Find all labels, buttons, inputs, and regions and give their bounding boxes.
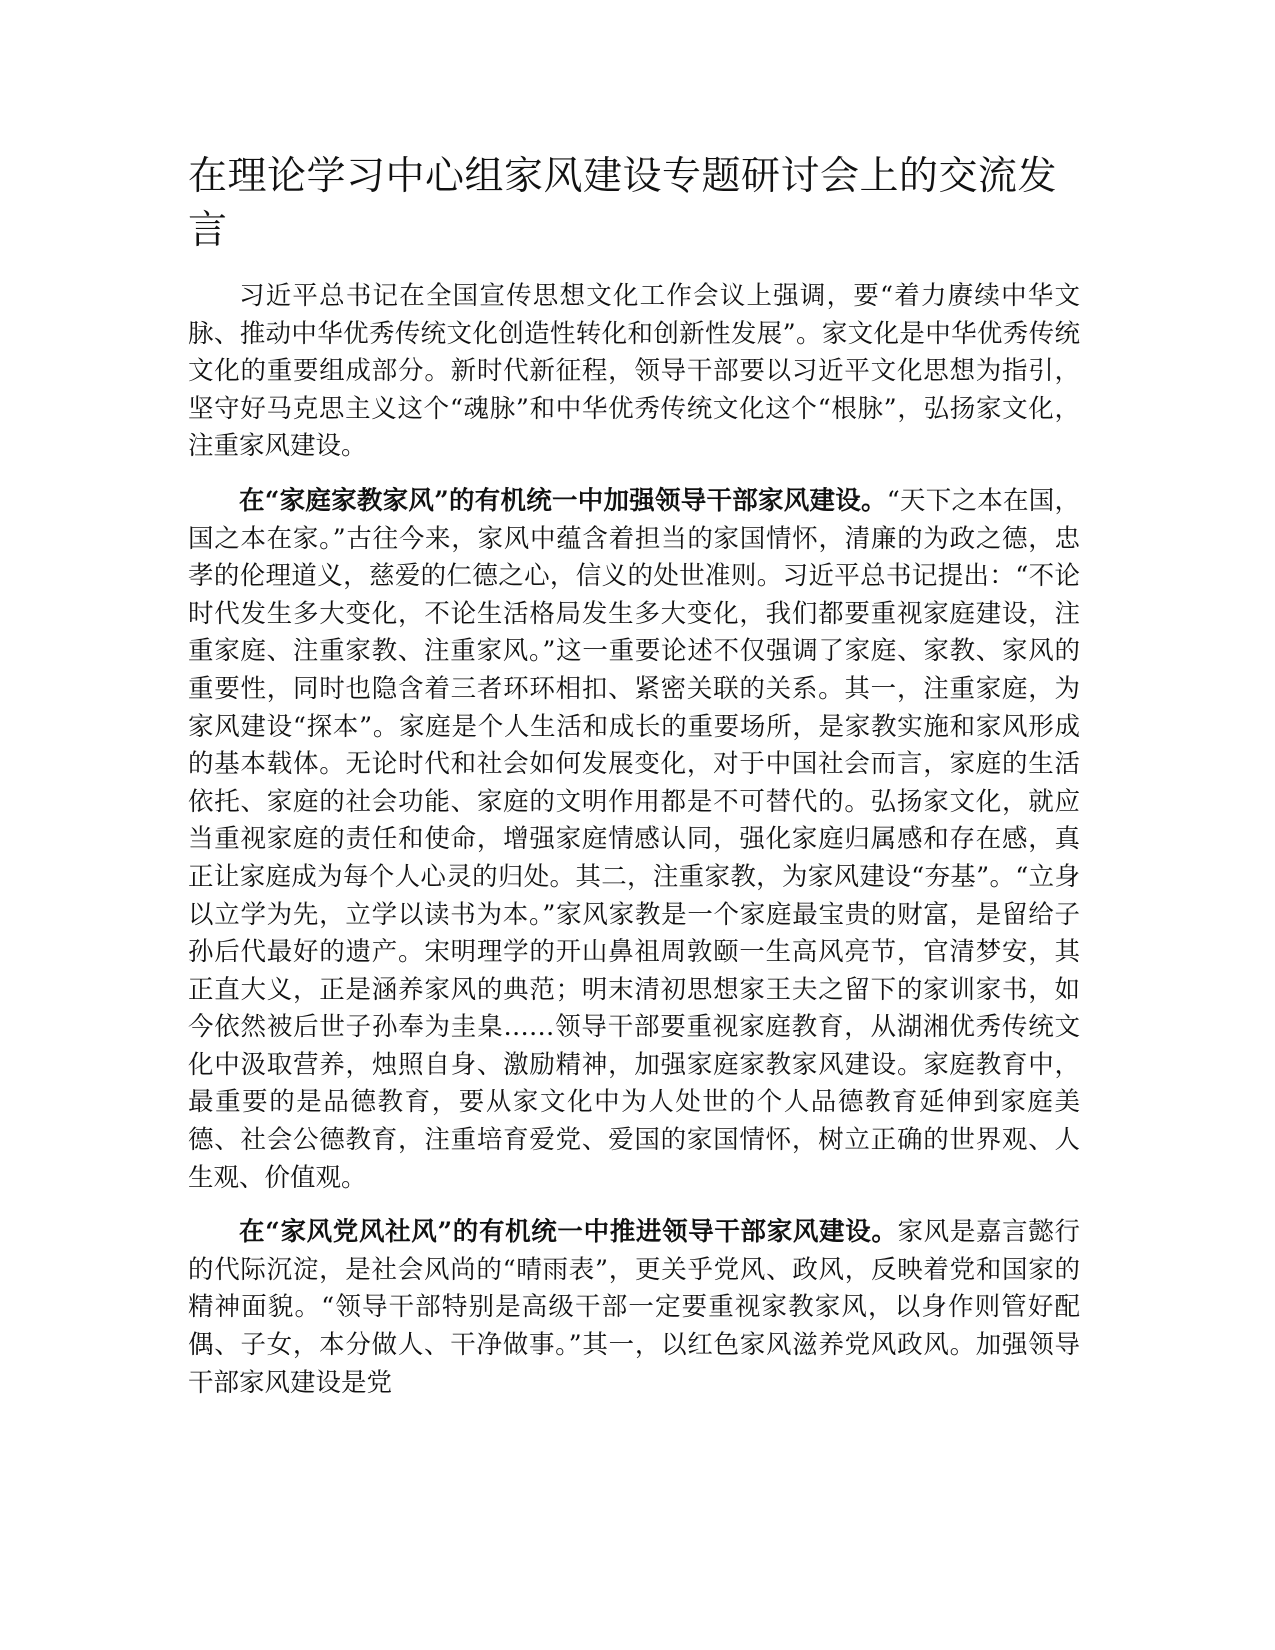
paragraph-text: “天下之本在国，国之本在家。”古往今来，家风中蕴含着担当的家国情怀，清廉的为政之德，忠孝的伦理道义，慈爱的仁德之心，信义的处世准则。习近平总书记提出：“不论时代发生多大变化，不论生活格局发生多大变化，我们都要重视家庭建设，注重家庭、注重家教、注重家风。”这一重要论述不仅强调了家庭、家教、家风的重要性，同时也隐含着三者环环相扣、紧密关联的关系。其一，注重家庭，为家风建设“探本”。家庭是个人生活和成长的重要场所，是家教实施和家风形成的基本载体。无论时代和社会如何发展变化，对于中国社会而言，家庭的生活依托、家庭的社会功能、家庭的文明作用都是不可替代的。弘扬家文化，就应当重视家庭的责任和使命，增强家庭情感认同，强化家庭归属感和存在感，真正让家庭成为每个人心灵的归处。其二，注重家教，为家风建设“夯基”。“立身以立学为先，立学以读书为本。”家风家教是一个家庭最宝贵的财富，是留给子孙后代最好的遗产。宋明理学的开山鼻祖周敦颐一生高风亮节，官清梦安，其正直大义，正是涵养家风的典范；明末清初思想家王夫之留下的家训家书，如今依然被后世子孙奉为圭臬……领导干部要重视家庭教育，从湖湘优秀传统文化中汲取营养，烛照自身、激励精神，加强家庭家教家风建设。家庭教育中，最重要的是品德教育，要从家文化中为人处世的个人品德教育延伸到家庭美德、社会公德教育，注重培育爱党、爱国的家国情怀，树立正确的世界观、人生观、价值观。 xyxy=(188,485,1080,1193)
paragraph-text: 习近平总书记在全国宣传思想文化工作会议上强调，要“着力赓续中华文脉、推动中华优秀传统文化创造性转化和创新性发展”。家文化是中华优秀传统文化的重要组成部分。新时代新征程，领导干部要以习近平文化思想为指引，坚守好马克思主义这个“魂脉”和中华优秀传统文化这个“根脉”，弘扬家文化，注重家风建设。 xyxy=(188,281,1080,462)
paragraph-text: 家风是嘉言懿行的代际沉淀，是社会风尚的“晴雨表”，更关乎党风、政风，反映着党和国家的精神面貌。“领导干部特别是高级干部一定要重视家教家风，以身作则管好配偶、子女，本分做人、干净做事。”其一，以红色家风滋养党风政风。加强领导干部家风建设是党 xyxy=(188,1217,1080,1398)
paragraph-lead-heading: 在“家庭家教家风”的有机统一中加强领导干部家风建设。 xyxy=(239,485,887,516)
paragraph-intro xyxy=(188,278,1080,466)
paragraph-family-education xyxy=(188,483,1080,1197)
document-title: 在理论学习中心组家风建设专题研讨会上的交流发言 xyxy=(188,154,1058,253)
paragraph-party-style xyxy=(188,1214,1080,1402)
document-body xyxy=(188,278,1080,1419)
paragraph-lead-heading: 在“家风党风社风”的有机统一中推进领导干部家风建设。 xyxy=(239,1217,898,1248)
